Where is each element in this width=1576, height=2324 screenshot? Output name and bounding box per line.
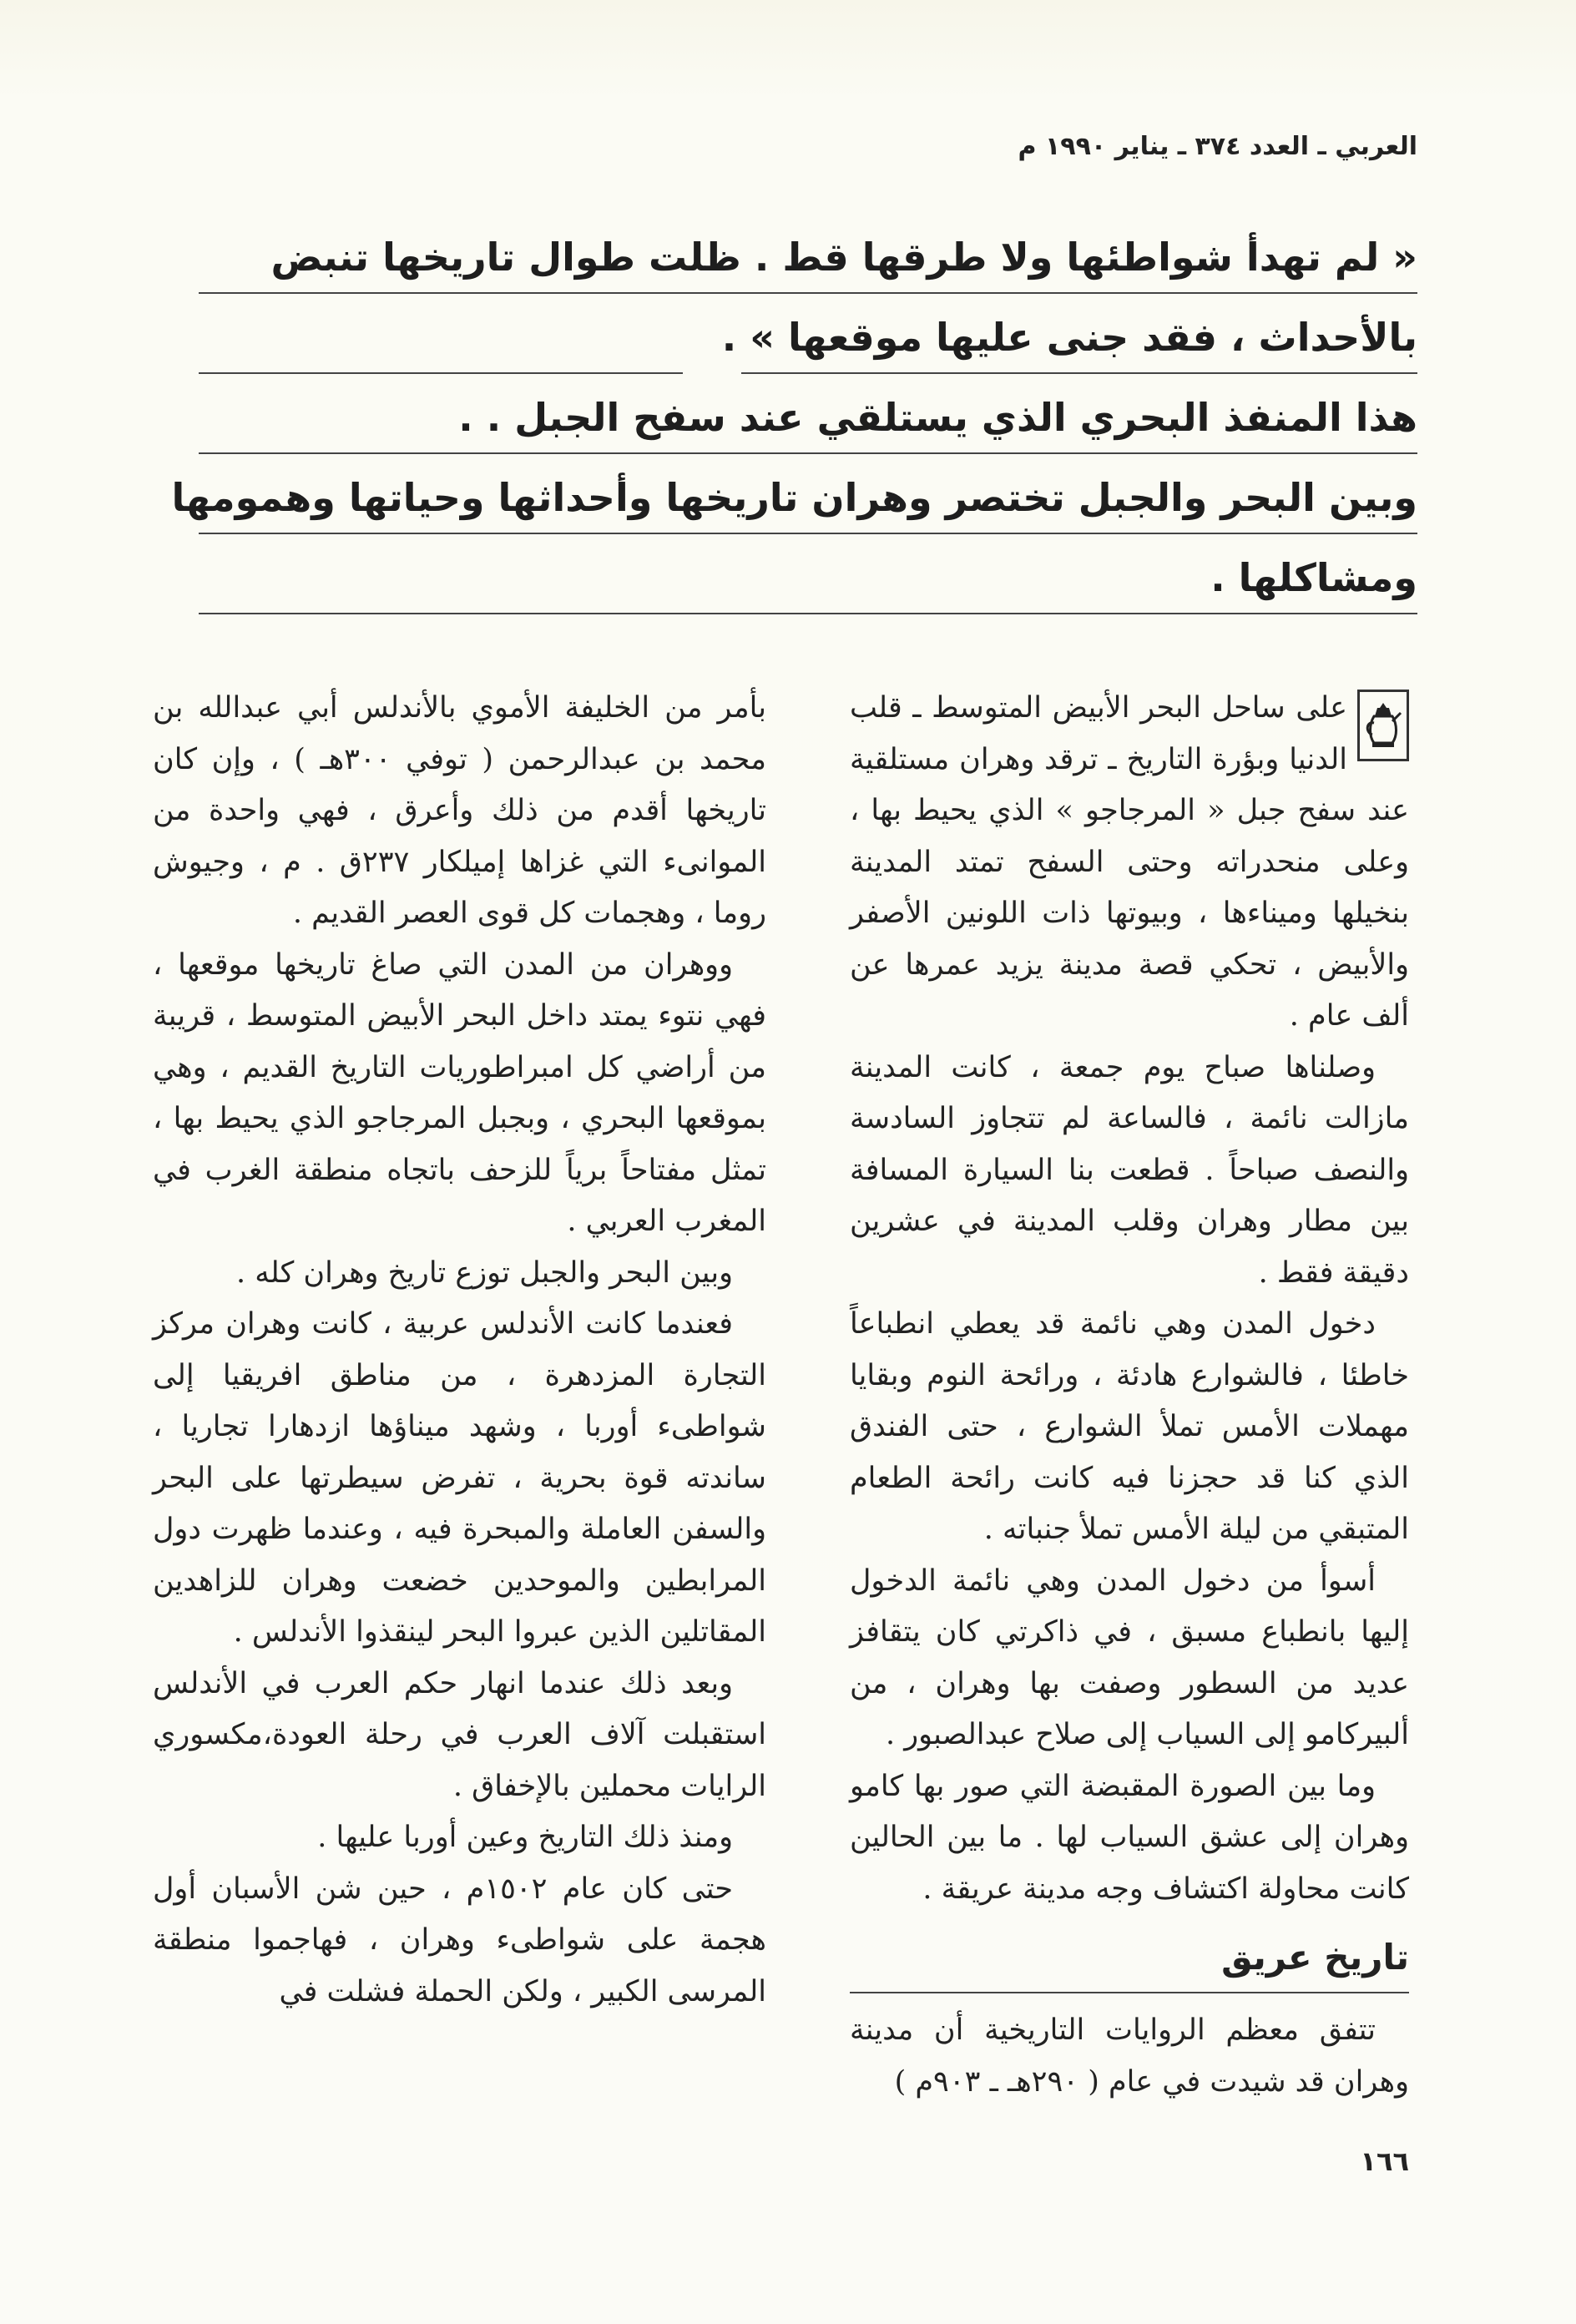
paragraph: وما بين الصورة المقبضة التي صور بها كامو وهران إلى عشق السياب لها . ما بين الحالين كانت محاولة اكتشاف وجه مدينة عريقة . — [850, 1769, 1409, 1906]
pull-quote-text: « لم تهدأ شواطئها ولا طرقها قط . ظلت طوال تاريخها تنبض — [270, 235, 1417, 280]
article-column-right — [850, 683, 1409, 2108]
paragraph: تتفق معظم الروايات التاريخية أن مدينة وهران قد شيدت في عام ( ٢٩٠هـ ـ ٩٠٣م ) — [850, 2013, 1409, 2099]
paragraph: على ساحل البحر الأبيض المتوسط ـ قلب الدنيا وبؤرة التاريخ ـ ترقد وهران مستلقية عند سفح جبل « المرجاجو » الذي يحيط بها ، وعلى منحدراته وحتى السفح تمتد المدينة بنخيلها وميناءها ، وبيوتها ذات اللونين الأصفر والأبيض ، تحكي قصة مدينة يزيد عمرها عن ألف عام . — [850, 691, 1409, 1033]
paragraph: بأمر من الخليفة الأموي بالأندلس أبي عبدالله بن محمد بن عبدالرحمن ( توفي ٣٠٠هـ ) ، وإن كان تاريخها أقدم من ذلك وأعرق ، فهي واحدة من الموانىء التي غزاها إميلكار ٢٣٧ق . م ، وجيوش روما ، وهجمات كل قوى العصر القديم . — [153, 691, 766, 930]
paragraph: حتى كان عام ١٥٠٢م ، حين شن الأسبان أول هجمة على شواطىء وهران ، فهاجموا منطقة المرسى الكبير ، ولكن الحملة فشلت في — [153, 1872, 766, 2008]
paragraph: وبين البحر والجبل توزع تاريخ وهران كله . — [235, 1255, 733, 1290]
paragraph: فعندما كانت الأندلس عربية ، كانت وهران مركز التجارة المزدهرة ، من مناطق افريقيا إلى شواطىء أوربا ، وشهد ميناؤها ازدهارا تجاريا ، ساندته قوة بحرية ، تفرض سيطرتها على البحر والسفن العاملة والمبحرة فيه ، وعندما ظهرت دول المرابطين والموحدين خضعت وهران للزاهدين المقاتلين الذين عبروا البحر لينقذوا الأندلس . — [153, 1307, 766, 1649]
rule-divider — [199, 372, 683, 374]
pull-quote-line — [199, 299, 1417, 379]
running-head: العربي ـ العدد ٣٧٤ ـ يناير ١٩٩٠ م — [1018, 132, 1417, 161]
rule-divider — [199, 613, 1417, 614]
paragraph: أسوأ من دخول المدن وهي نائمة الدخول إليها بانطباع مسبق ، في ذاكرتي كان يتقافز عديد من السطور وصفت بها وهران ، من ألبيركامو إلى السياب إلى صلاح عبدالصبور . — [850, 1564, 1409, 1751]
pull-quote-text: هذا المنفذ البحري الذي يستلقي عند سفح الجبل . . — [458, 395, 1417, 440]
pull-quote-line — [199, 539, 1417, 619]
pull-quote — [171, 219, 1417, 619]
paragraph: دخول المدن وهي نائمة قد يعطي انطباعاً خاطئا ، فالشوارع هادئة ، ورائحة النوم وبقايا مهملات الأمس تملأ الشوارع ، حتى الفندق الذي كنا قد حجزنا فيه كانت رائحة الطعام المتبقي من ليلة الأمس تملأ جنباته . — [850, 1307, 1409, 1546]
coffee-pot-icon — [1357, 690, 1409, 761]
paragraph: وبعد ذلك عندما انهار حكم العرب في الأندلس استقبلت آلاف العرب في رحلة العودة،مكسوري الرايات محملين بالإخفاق . — [153, 1666, 766, 1803]
paragraph: ومنذ ذلك التاريخ وعين أوربا عليها . — [317, 1821, 733, 1854]
section-subheading-block — [850, 1928, 1409, 1993]
rule-divider — [199, 292, 1417, 294]
coffee-pot-icon-graphic — [1364, 700, 1402, 751]
pull-quote-text: بالأحداث ، فقد جنى عليها موقعها » . — [721, 315, 1417, 360]
rule-divider — [199, 452, 1417, 454]
pull-quote-text: وبين البحر والجبل تختصر وهران تاريخها وأحداثها وحياتها وهمومها — [171, 475, 1417, 520]
pull-quote-line — [199, 219, 1417, 299]
page-number: ١٦٦ — [1360, 2145, 1409, 2177]
pull-quote-text: ومشاكلها . — [1210, 555, 1417, 600]
rule-divider — [199, 533, 1417, 534]
pull-quote-line — [171, 459, 1417, 539]
pull-quote-line — [199, 379, 1417, 459]
section-subheading: تاريخ عريق — [1221, 1937, 1409, 1978]
paragraph: وصلناها صباح يوم جمعة ، كانت المدينة مازالت نائمة ، فالساعة لم تتجاوز السادسة والنصف صباحاً . قطعت بنا السيارة المسافة بين مطار وهران وقلب المدينة في عشرين دقيقة فقط . — [850, 1050, 1409, 1290]
rule-divider — [741, 372, 1417, 374]
article-column-left — [153, 683, 766, 2018]
paragraph: ووهران من المدن التي صاغ تاريخها موقعها ، فهي نتوء يمتد داخل البحر الأبيض المتوسط ، قريبة من أراضي كل امبراطوريات التاريخ القديم ، وهي بموقعها البحري ، وبجبل المرجاجو الذي يحيط بها ، تمثل مفتاحاً برياً للزحف باتجاه منطقة الغرب في المغرب العربي . — [153, 947, 766, 1238]
